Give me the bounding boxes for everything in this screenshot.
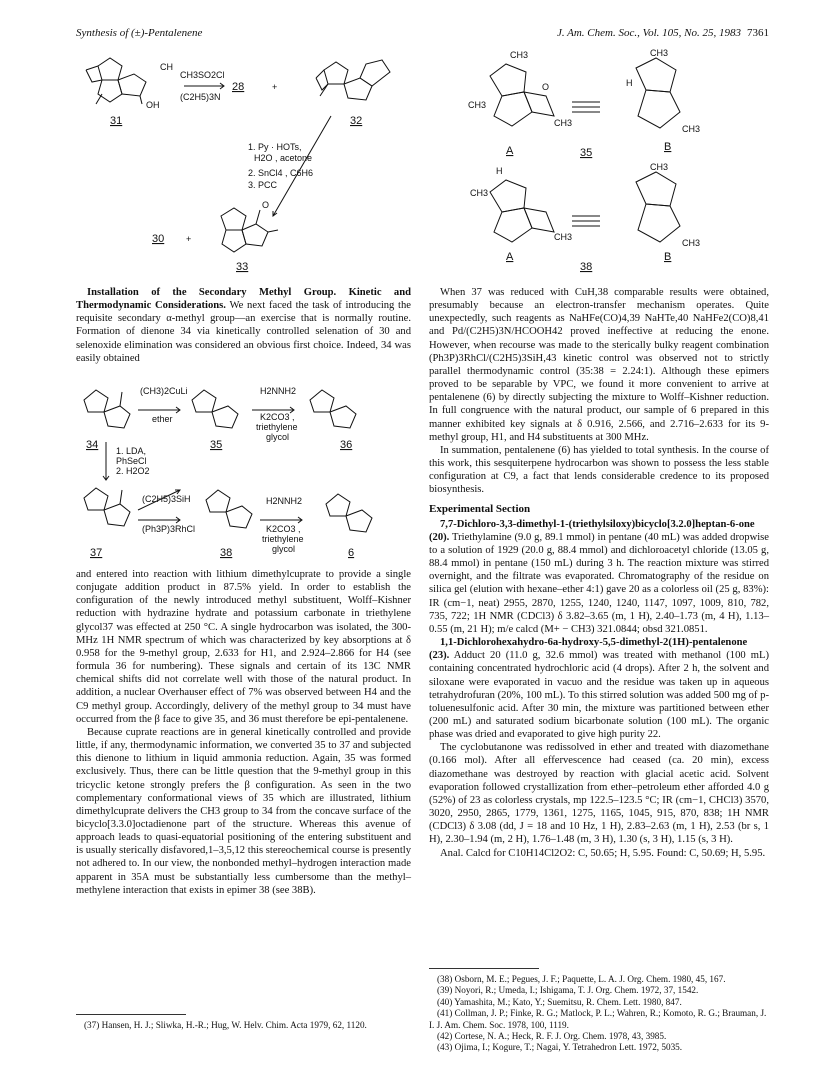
conf-label-ch3-left: CH3 <box>468 100 487 110</box>
mid-reagent-triethylene: triethylene <box>256 422 298 432</box>
paragraph-summation: In summation, pentalenene (6) has yielded to total synthesis. In the course of this work, this sesquiterpene hydrocarbon was shown to possess the less stable configuration at C9, a fact that lends considerable credence to its proposed biosynthesis. <box>429 444 769 496</box>
mid-reagent-hydrazine-2: H2NNH2 <box>266 496 303 506</box>
footnote-43: (43) Ojima, I.; Kogure, T.; Nagai, Y. Tetrahedron Lett. 1972, 5035. <box>437 1042 683 1053</box>
mid-reagent-k2co3-2: K2CO3 , <box>266 524 301 534</box>
right-column-main <box>429 286 769 860</box>
conf-label-ch3-3: CH3 <box>470 188 489 198</box>
scheme-step-3: 3. PCC <box>248 180 278 190</box>
paragraph-cuprate-control: Because cuprate reactions are in general kinetically controlled and provide little, if any, thermodynamic information, we converted 35 to 37 and subjected this dienone to lithium in liquid ammonia reduction. Again, 35 was formed exclusively. Thus, there can be little question that the 9-methyl group in this tricyclic ketone strongly prefers the β configuration. As seen in the two complementary conformational views of 35 which are illustrated, lithium dimethylcuprate delivers the CH3 group to 34 from the concave surface of the bicyclo[3.3.0]octadienone part of the structure. Whereas this avenue of approach leads to quasi-equatorial positioning of the entering substituent and is usually sterically disfavored,1–3,5,12 this stereochemical course is presently not adhered to. In our view, the nonbonded methyl–hydrogen interaction made apparent in 35A must be substantially less cumbersome than the methyl–methylene interaction that exists in epimer 38 (see 38B). <box>76 726 411 896</box>
compound-23-body: Adduct 20 (11.0 g, 32.6 mmol) was treated with methanol (100 mL) containing concentrated hydrochloric acid (4 drops). After 2 h, the solvent and siloxane were evaporated in vacuo and the residue was taken up in aqueous tetrahydrofuran (20%, 100 mL). To this stirred solution was added 500 mg of p-toluenesulfonic acid. After 30 min, the mixture was partitioned between ether (200 mL) and saturated sodium bicarbonate solution (100 mL). The organic phase was dried and evaporated to give high purity 22. <box>429 650 769 741</box>
mid-reagent-glycol-2: glycol <box>272 544 296 554</box>
compound-38-conf-label: 38 <box>580 261 593 273</box>
scheme-plus-2: + <box>186 234 192 244</box>
conf-label-ch3-5: CH3 <box>650 162 669 172</box>
compound-20-title: 7,7-Dichloro-3,3-dimethyl-1-(triethylsiloxy)bicyclo[3.2.0]heptan-6-one (20). <box>429 518 755 543</box>
compound-20-body: Triethylamine (9.0 g, 89.1 mmol) in pentane (40 mL) was added dropwise to a solution of 1929 (20.0 g, 88.4 mmol) and dichloroacetyl chloride (13.05 g, 88.4 mmol) in pentane (150 mL) during 3 h. The reaction mixture was stirred overnight, and the filtrate was evaporated. Chromatography of the residue on silica gel (elution with hexane–ether 4:1) gave 20 as a colorless oil (25 g, 83%): IR (cm−1, neat) 2955, 2870, 1255, 1240, 1240, 1147, 1097, 1009, 810, 782, 735, 722; 1H NMR (CDCl3) δ 3.82–3.65 (m, 1 H), 2.40–1.73 (m, 4 H), 1.13–0.55 (m, 21 H); m/e calcd (M+ − CH3) 321.0844; obsd 321.0851. <box>429 531 769 635</box>
footnotes-left <box>76 1020 411 1031</box>
mid-reagent-k2co3: K2CO3 , <box>260 412 295 422</box>
compound-33-label: 33 <box>236 261 249 273</box>
compound-35-label: 35 <box>210 439 223 451</box>
mid-reagent-silane: (C2H5)3SiH <box>142 494 191 504</box>
conf-label-38B: B <box>664 251 672 263</box>
compound-37-label: 37 <box>90 547 103 559</box>
conf-label-35B: B <box>664 141 672 153</box>
paragraph-cuprate-addition: and entered into reaction with lithium dimethylcuprate to provide a single conjugate addition product in 87.5% yield. In order to establish the configuration of the newly introduced methyl substituent, Wolff–Kishner reduction with hydrazine hydrate and potassium carbonate in triethylene glycol37 was effected at 250 °C. A single hydrocarbon was isolated, the 300-MHz 1H NMR spectrum of which was characterized by key absorptions at δ 0.958 for the 9-methyl group, 2.633 for H1, and 2.924–2.866 for H4 (see formula 36 for numbering). These signals and certain of its 13C NMR chemical shifts did not correlate well with those of the natural product. In addition, a nuclear Overhauser effect of 7% was observed between H4 and the C9 methyl group. Accordingly, delivery of the methyl group to 34 must have occurred from the β face to give 35, and 36 must therefore be epi-pentalenene. <box>76 569 411 725</box>
experimental-compound-23 <box>429 636 769 741</box>
footnotes-right <box>429 974 769 1054</box>
paragraph-installation-body: We next faced the task of introducing the requisite secondary α-methyl group—an exercise that is normally routine. Formation of dienone 34 via kinetically controlled selenation of 30 and selenoxide elimination was considered an obvious first choice. Indeed, 34 was easily obtained <box>76 300 411 364</box>
page-number: 7361 <box>747 27 769 39</box>
mid-reagent-lda: 1. LDA, <box>116 446 147 456</box>
scheme-reagent-1b: (C2H5)3N <box>180 92 221 102</box>
running-header-journal <box>557 27 769 39</box>
scheme-label-oh: OH <box>146 100 160 110</box>
experimental-compound-20 <box>429 518 769 636</box>
mid-reagent-phsecl: PhSeCl <box>116 456 147 466</box>
scheme-step-1: 1. Py · HOTs, <box>248 142 302 152</box>
mid-reagent-h2o2: 2. H2O2 <box>116 466 150 476</box>
scheme-step-2: 2. SnCl4 , C6H6 <box>248 168 314 178</box>
footnote-rule-right <box>429 968 539 969</box>
compound-38-label: 38 <box>220 547 233 559</box>
compound-35-conf-label: 35 <box>580 147 593 159</box>
conf-label-h: H <box>626 78 633 88</box>
conf-label-ch3-4: CH3 <box>554 232 573 242</box>
conf-label-ch3-b: CH3 <box>650 48 669 58</box>
conf-label-38A: A <box>506 251 514 263</box>
section-heading-methyl: Installation of the Secondary Methyl Group. Kinetic and Thermodynamic Considerations. <box>76 287 411 312</box>
scheme-label-ch3: CH <box>160 62 173 72</box>
footnote-37: (37) Hansen, H. J.; Sliwka, H.-R.; Hug, W. Helv. Chim. Acta 1979, 62, 1120. <box>84 1020 367 1030</box>
compound-30-label: 30 <box>152 233 165 245</box>
compound-28-label: 28 <box>232 81 245 93</box>
conf-label-o: O <box>542 82 550 92</box>
experimental-analysis: Anal. Calcd for C10H14Cl2O2: C, 50.65; H, 5.95. Found: C, 50.69; H, 5.95. <box>440 847 766 859</box>
footnote-39: (39) Noyori, R.; Umeda, I.; Ishigama, T. J. Org. Chem. 1972, 37, 1542. <box>437 985 699 996</box>
scheme-top-left <box>76 48 411 280</box>
footnote-42: (42) Cortese, N. A.; Heck, R. F. J. Org. Chem. 1978, 43, 3985. <box>437 1031 667 1042</box>
conf-label-ch3-top: CH3 <box>510 50 529 60</box>
experimental-heading: Experimental Section <box>429 502 531 515</box>
left-column-main <box>76 568 411 897</box>
journal-citation: J. Am. Chem. Soc., Vol. 105, No. 25, 1983 <box>556 27 741 39</box>
conf-label-35A: A <box>506 145 514 157</box>
paragraph-installation <box>76 286 411 365</box>
mid-reagent-glycol: glycol <box>266 432 290 442</box>
scheme-plus-1: + <box>272 82 278 92</box>
conf-label-ch3-6: CH3 <box>682 238 701 248</box>
paragraph-cuh-reduction: When 37 was reduced with CuH,38 comparable results were obtained, presumably because an electron-transfer mechanism operates. Quite unexpectedly, such reagents as NaHFe(CO)4,39 NaHTe,40 NaHFe2(CO)8,41 and Pd/(C2H5)3N/HCOOH42 proved ineffective at reducing the enone. However, when recourse was made to the sterically bulky reagent combination (Ph3P)3RhCl/(C2H5)3SiH,43 kinetic control was observed not to strictly parallel thermodynamic control (35:38 = 2.24:1). Although these epimers proved to be separable by VPC, we found it more convenient to arrive at pentalenene (6) by directly subjecting the mixture to Wolff–Kishner reduction. In full congruence with the natural product, our sample of 6 prepared in this manner exhibited key signals at δ 0.916, 2.566, and 2.716–2.633 for its 9-methyl group, H1, and H4 substituents at 300 MHz. <box>429 287 769 443</box>
footnote-38: (38) Osborn, M. E.; Pegues, J. F.; Paquette, L. A. J. Org. Chem. 1980, 45, 167. <box>437 974 726 984</box>
footnote-rule-left <box>76 1014 186 1015</box>
mid-reagent-hydrazine: H2NNH2 <box>260 386 297 396</box>
mid-reagent-ether: ether <box>152 414 173 424</box>
compound-32-label: 32 <box>350 115 363 127</box>
conf-label-ch3-b2: CH3 <box>682 124 701 134</box>
compound-6-label: 6 <box>348 547 355 559</box>
compound-36-label: 36 <box>340 439 353 451</box>
compound-23-title: 1,1-Dichlorohexahydro-6a-hydroxy-5,5-dimethyl-2(1H)-pentalenone (23). <box>429 637 748 662</box>
left-column-intro <box>76 286 411 365</box>
compound-31-label: 31 <box>110 115 123 127</box>
footnote-40: (40) Yamashita, M.; Kato, Y.; Suemitsu, R. Chem. Lett. 1980, 847. <box>437 996 682 1007</box>
scheme-conformations <box>450 46 750 274</box>
scheme-step-1b: H2O , acetone <box>254 153 313 163</box>
conf-label-h-2: H <box>496 166 503 176</box>
mid-reagent-cuprate: (CH3)2CuLi <box>140 386 188 396</box>
footnote-41: (41) Collman, J. P.; Finke, R. G.; Matlock, P. L.; Wahren, R.; Komoto, R. G.; Brauman, J. I. J. Am. Chem. Soc. 1978, 100, 1119. <box>429 1008 767 1030</box>
scheme-carbonyl-o: O <box>262 200 270 210</box>
scheme-middle-left <box>76 370 411 562</box>
running-header-title: Synthesis of (±)-Pentalenene <box>76 27 203 39</box>
experimental-cyclobutanone: The cyclobutanone was redissolved in ether and treated with diazomethane (0.166 mol). After all effervescence had ceased (ca. 20 min), excess diazomethane was destroyed by reaction with glacial acetic acid. Solvent evaporation followed crystallization from ether–petroleum ether afforded 4.0 g (52%) of 23 as colorless crystals, mp 122.5–123.5 °C; IR (cm−1, CHCl3) 3570, 3020, 2950, 2865, 1779, 1361, 1275, 1165, 1045, 915, 870, 838; 1H NMR (CDCl3) δ 3.08 (dd, J = 18 and 10 Hz, 1 H), 2.83–2.63 (m, 1 H), 2.53 (br s, 1 H), 2.30–1.94 (m, 2 H), 1.76–1.48 (m, 3 H), 1.30 (s, 3 H), 1.15 (s, 3 H). <box>429 742 769 846</box>
mid-reagent-wilkinson: (Ph3P)3RhCl <box>142 524 196 534</box>
conf-label-ch3-right: CH3 <box>554 118 573 128</box>
scheme-reagent-1: CH3SO2Cl <box>180 70 225 80</box>
mid-reagent-triethylene-2: triethylene <box>262 534 304 544</box>
compound-34-label: 34 <box>86 439 99 451</box>
